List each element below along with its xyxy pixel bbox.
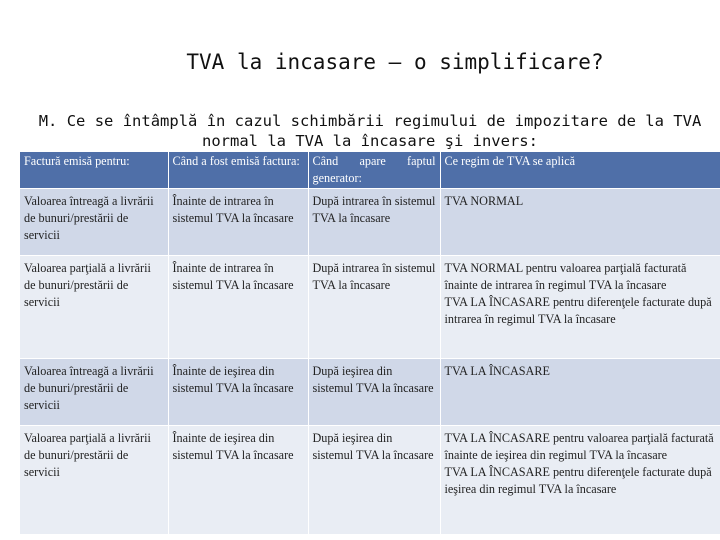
cell-invoice-issued: Înainte de intrarea în sistemul TVA la încasare xyxy=(168,189,308,256)
cell-chargeable-event: După intrarea în sistemul TVA la încasare xyxy=(308,256,440,359)
cell-chargeable-event: După ieşirea din sistemul TVA la încasare xyxy=(308,359,440,426)
table-row xyxy=(20,189,720,256)
cell-vat-regime xyxy=(440,359,720,426)
cell-vat-regime xyxy=(440,189,720,256)
slide-subtitle: M. Ce se întâmplă în cazul schimbării regimului de impozitare de la TVA normal la TVA la încasare şi invers: xyxy=(38,112,702,150)
vat-regime-line: TVA LA ÎNCASARE pentru diferenţele facturate după ieşirea din regimul TVA la încasare xyxy=(444,465,712,496)
header-invoice-for: Factură emisă pentru: xyxy=(20,152,168,189)
vat-regime-line: TVA LA ÎNCASARE pentru diferenţele facturate după intrarea în regimul TVA la încasare xyxy=(444,295,712,326)
header-chargeable-event: Când apare faptul generator: xyxy=(308,152,440,189)
cell-invoice-issued: Înainte de ieşirea din sistemul TVA la încasare xyxy=(168,426,308,534)
table-header-row xyxy=(20,152,720,189)
cell-chargeable-event: După intrarea în sistemul TVA la încasare xyxy=(308,189,440,256)
table-row xyxy=(20,426,720,534)
header-invoice-issued: Când a fost emisă factura: xyxy=(168,152,308,189)
cell-invoice-for: Valoarea întreagă a livrării de bunuri/prestării de servicii xyxy=(20,359,168,426)
cell-vat-regime xyxy=(440,256,720,359)
vat-regime-table xyxy=(20,152,720,534)
cell-vat-regime xyxy=(440,426,720,534)
vat-regime-line: TVA NORMAL xyxy=(444,194,524,208)
vat-regime-line: TVA LA ÎNCASARE pentru valoarea parţială facturată înainte de ieşirea din regimul TVA la încasare xyxy=(444,431,714,462)
cell-invoice-issued: Înainte de intrarea în sistemul TVA la încasare xyxy=(168,256,308,359)
table-row xyxy=(20,256,720,359)
vat-regime-line: TVA NORMAL pentru valoarea parţială facturată înainte de intrarea în regimul TVA la încasare xyxy=(444,261,687,292)
cell-invoice-for: Valoarea parţială a livrării de bunuri/prestării de servicii xyxy=(20,426,168,534)
cell-invoice-issued: Înainte de ieşirea din sistemul TVA la încasare xyxy=(168,359,308,426)
slide-title: TVA la incasare – o simplificare? xyxy=(186,50,604,74)
cell-invoice-for: Valoarea întreagă a livrării de bunuri/prestării de servicii xyxy=(20,189,168,256)
table-row xyxy=(20,359,720,426)
header-vat-regime: Ce regim de TVA se aplică xyxy=(440,152,720,189)
cell-chargeable-event: După ieşirea din sistemul TVA la încasare xyxy=(308,426,440,534)
vat-regime-line: TVA LA ÎNCASARE xyxy=(444,364,550,378)
cell-invoice-for: Valoarea parţială a livrării de bunuri/prestării de servicii xyxy=(20,256,168,359)
